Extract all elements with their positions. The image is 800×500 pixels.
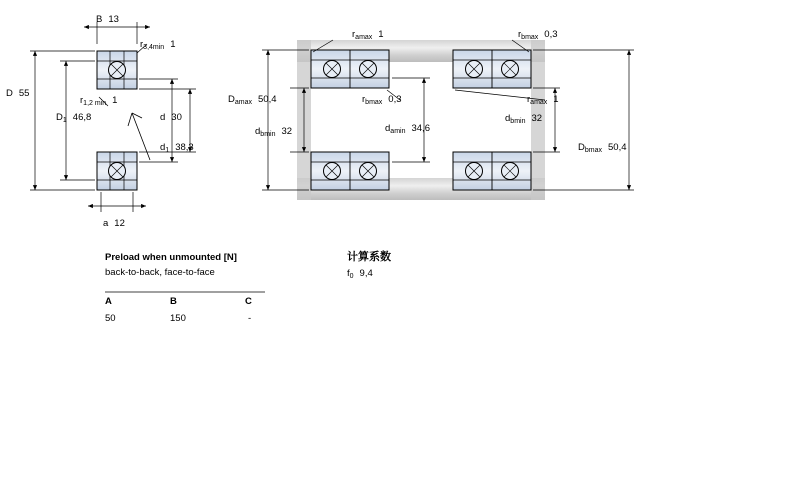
preload-subtitle: back-to-back, face-to-face <box>105 267 215 278</box>
preload-col-B: B <box>170 296 177 307</box>
dim-label-dbmin-left: $d_{bmin}$ 32 <box>255 126 293 138</box>
dim-label-D1: $D_1$ 46,8 <box>56 112 92 124</box>
dim-label-rbmax-top-right: $r_{bmax}$ 0,3 <box>518 29 558 41</box>
dim-label-r12min: $r_{1,2 min}$ 1 <box>80 95 118 107</box>
dim-label-Damax: $D_{amax}$ 50,4 <box>228 94 277 106</box>
dim-label-damin: $d_{amin}$ 34,6 <box>385 123 430 135</box>
preload-val-C: - <box>248 313 252 324</box>
dim-label-ramax-top-left: $r_{amax}$ 1 <box>352 29 384 41</box>
dim-label-r34min: $r_{3,4min}$ 1 <box>140 39 176 51</box>
dim-label-Dbmax: $D_{bmax}$ 50,4 <box>578 142 627 154</box>
preload-val-A: 50 <box>105 313 116 324</box>
calc-factor-f0: $f_0$ 9,4 <box>347 268 373 280</box>
preload-title: Preload when unmounted [N] <box>105 252 237 263</box>
dim-label-ramax-mid: $r_{amax}$ 1 <box>527 94 559 106</box>
dim-label-rbmax-mid: $r_{bmax}$ 0,3 <box>362 94 402 106</box>
dim-label-d1: $d_1$ 38,3 <box>160 142 194 154</box>
preload-col-A: A <box>105 296 112 307</box>
calc-factor-title: 计算系数 <box>347 250 391 263</box>
dim-label-d: d 30 <box>160 112 182 123</box>
dim-label-D: D 55 <box>6 88 30 99</box>
dim-label-a: a 12 <box>103 218 125 229</box>
preload-val-B: 150 <box>170 313 186 324</box>
dim-label-B: B 13 <box>96 14 119 25</box>
left-bearing-section <box>97 51 150 190</box>
preload-col-C: C <box>245 296 252 307</box>
dim-label-dbmin-right: $d_{bmin}$ 32 <box>505 113 543 125</box>
